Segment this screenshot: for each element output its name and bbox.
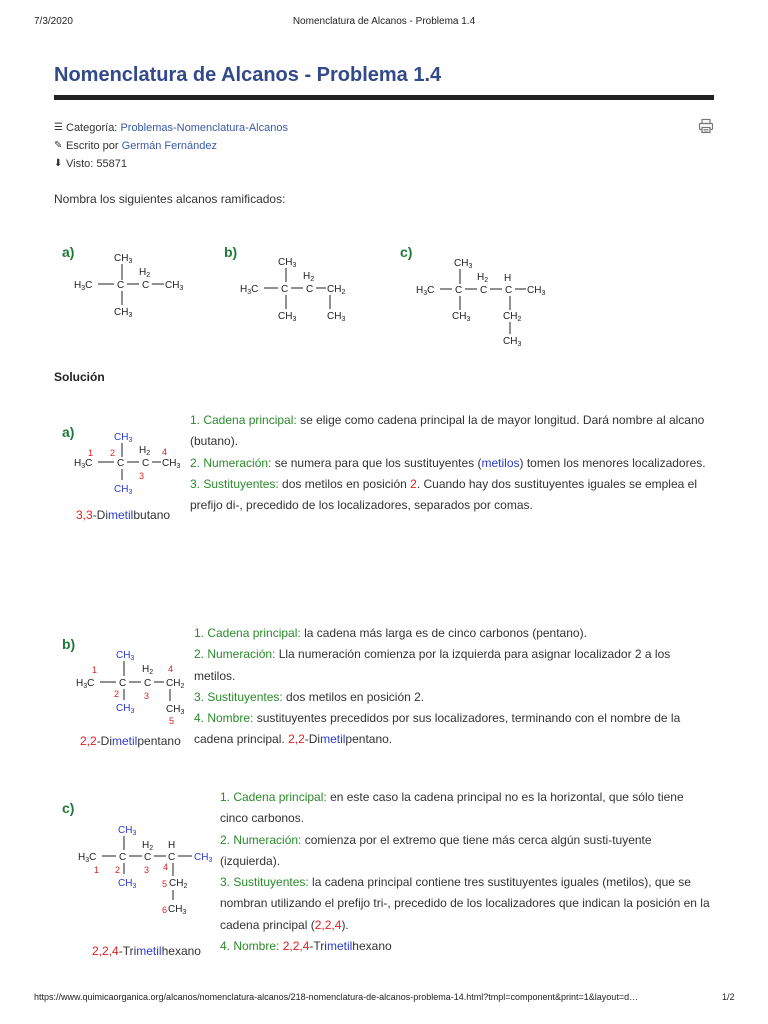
svg-text:CH3: $CH_3$	[503, 336, 522, 348]
list-item: 3. Sustituyentes: dos metilos en posición 2. Cuando hay dos sustituyentes iguales se emplea el prefijo di-, precedido de los localizadores, separados por comas.	[190, 476, 697, 513]
solution-heading: Solución	[54, 370, 105, 384]
svg-text:6: 6	[162, 905, 168, 915]
solution-a-name	[76, 508, 170, 522]
solution-c-structure	[76, 820, 218, 920]
svg-text:H3C: $H_3C$	[240, 284, 259, 296]
svg-text:CH3: $CH_3$	[454, 258, 473, 270]
svg-text:5: 5	[169, 716, 175, 726]
name-substituent: metil	[112, 734, 138, 748]
svg-text:1: 1	[94, 865, 100, 875]
problem-b-structure	[238, 254, 378, 326]
author-row	[54, 137, 288, 155]
solution-a-explanation	[190, 410, 714, 516]
problem-c-structure	[414, 254, 564, 349]
views-row	[54, 155, 288, 173]
name-substituent: metil	[108, 508, 134, 522]
svg-text:H3C: $H_3C$	[74, 458, 93, 470]
svg-text:3: 3	[144, 865, 150, 875]
svg-text:CH3: $CH_3$	[278, 257, 297, 269]
svg-text:3: 3	[144, 691, 150, 701]
category-row	[54, 119, 288, 137]
svg-text:H2: $H_2$	[142, 664, 154, 676]
svg-text:H: H	[168, 840, 176, 851]
svg-text:CH2: $CH_2$	[166, 678, 185, 690]
list-item: 1. Cadena principal: en este caso la cadena principal no es la horizontal, que sólo tiene cinco carbonos.	[220, 790, 684, 826]
list-item: 2. Numeración: comienza por el extremo que tiene más cerca algún susti-tuyente (izquierda).	[220, 832, 652, 868]
svg-text:CH3: $CH_3$	[118, 825, 137, 837]
list-item: 1. Cadena principal: se elige como cadena principal la de mayor longitud. Dará nombre al alcano (butano).	[190, 413, 705, 449]
svg-text:4: 4	[162, 447, 168, 457]
list-item: 2. Numeración: Lla numeración comienza por la izquierda para asignar localizador 2 a los metilos.	[194, 647, 671, 683]
printer-icon[interactable]	[698, 118, 714, 134]
svg-text:H2: $H_2$	[139, 445, 151, 457]
list-item: 2. Numeración: se numera para que los sustituyentes (metilos) tomen los menores localizadores.	[190, 455, 706, 470]
svg-text:H2: $H_2$	[303, 271, 315, 283]
name-base: pentano	[137, 734, 181, 748]
name-substituent: metil	[136, 944, 162, 958]
solution-c-name	[92, 944, 201, 958]
category-label: Categoría:	[66, 122, 118, 134]
svg-text:C: C	[142, 458, 150, 469]
svg-text:C: C	[144, 678, 152, 689]
svg-text:C: C	[144, 852, 152, 863]
name-prefix: -Di	[92, 508, 109, 522]
category-link[interactable]: Problemas-Nomenclatura-Alcanos	[120, 122, 288, 134]
problem-a-structure	[72, 250, 222, 320]
svg-text:C: C	[480, 285, 488, 296]
svg-text:CH2: $CH_2$	[327, 284, 346, 296]
svg-text:H2: $H_2$	[477, 272, 489, 284]
page-number: 1/2	[722, 992, 735, 1002]
name-prefix: -Tri	[118, 944, 137, 958]
name-locators: 2,2,4	[92, 944, 119, 958]
svg-text:C: C	[142, 280, 150, 291]
problem-a-label: a)	[62, 244, 75, 260]
solution-a-label: a)	[62, 424, 75, 440]
author-label: Escrito por	[66, 140, 119, 152]
svg-text:CH2: $CH_2$	[503, 311, 522, 323]
name-locators: 2,2	[80, 734, 97, 748]
svg-text:H3C: $H_3C$	[76, 678, 95, 690]
title-divider	[54, 95, 714, 100]
name-base: hexano	[161, 944, 201, 958]
svg-text:4: 4	[168, 664, 174, 674]
svg-text:C: C	[281, 284, 289, 295]
print-date: 7/3/2020	[34, 16, 73, 27]
svg-text:CH3: $CH_3$	[118, 878, 137, 890]
article-meta	[54, 119, 288, 173]
solution-b-structure	[74, 646, 194, 728]
list-item: 4. Nombre: sustituyentes precedidos por sus localizadores, terminando con el nombre de la cadena principal. 2,2-Dimetilpentano.	[194, 711, 681, 747]
solution-b-explanation	[194, 623, 714, 751]
svg-text:CH3: $CH_3$	[162, 458, 181, 470]
svg-text:C: C	[168, 852, 176, 863]
svg-text:CH3: $CH_3$	[165, 280, 184, 292]
svg-text:2: 2	[114, 689, 120, 699]
svg-text:CH3: $CH_3$	[527, 285, 546, 297]
svg-text:C: C	[117, 280, 125, 291]
solution-c-label: c)	[62, 800, 75, 816]
svg-text:CH2: $CH_2$	[169, 878, 188, 890]
svg-text:5: 5	[162, 879, 168, 889]
svg-text:CH3: $CH_3$	[168, 904, 187, 916]
svg-text:H2: $H_2$	[139, 267, 151, 279]
svg-text:H3C: $H_3C$	[78, 852, 97, 864]
svg-text:CH3: $CH_3$	[278, 311, 297, 323]
svg-text:C: C	[306, 284, 314, 295]
footer-url: https://www.quimicaorganica.org/alcanos/nomenclatura-alcanos/218-nomenclatura-de-alcanos-problema-14.html?tmpl=component&print=1&layout=d…	[34, 992, 639, 1002]
intro-text: Nombra los siguientes alcanos ramificados:	[54, 192, 286, 206]
svg-text:CH3: $CH_3$	[452, 311, 471, 323]
svg-text:2: 2	[115, 865, 121, 875]
svg-text:H3C: $H_3C$	[74, 280, 93, 292]
svg-text:H2: $H_2$	[142, 840, 154, 852]
svg-text:C: C	[119, 852, 127, 863]
svg-text:4: 4	[163, 862, 169, 872]
list-item: 4. Nombre: 2,2,4-Trimetilhexano	[220, 939, 392, 954]
svg-text:1: 1	[92, 665, 98, 675]
svg-text:C: C	[455, 285, 463, 296]
svg-text:CH3: $CH_3$	[114, 484, 133, 496]
list-item: 3. Sustituyentes: dos metilos en posición 2.	[194, 689, 425, 704]
list-item: 1. Cadena principal: la cadena más larga es de cinco carbonos (pentano).	[194, 626, 587, 640]
name-prefix: -Di	[96, 734, 113, 748]
svg-text:CH3: $CH_3$	[327, 311, 346, 323]
solution-a-structure	[72, 428, 190, 500]
svg-text:2: 2	[110, 448, 116, 458]
pencil-icon: ✎	[54, 140, 63, 151]
solution-b-name	[80, 734, 181, 748]
page-title: Nomenclatura de Alcanos - Problema 1.4	[54, 64, 442, 86]
svg-text:CH3: $CH_3$	[116, 703, 135, 715]
list-icon: ☰	[54, 122, 63, 133]
svg-text:CH3: $CH_3$	[194, 852, 213, 864]
name-base: butano	[133, 508, 171, 522]
views-label: Visto:	[66, 158, 94, 170]
problem-b-label: b)	[224, 244, 238, 260]
svg-text:3: 3	[139, 471, 145, 481]
print-title: Nomenclatura de Alcanos - Problema 1.4	[292, 16, 476, 27]
svg-text:CH3: $CH_3$	[116, 650, 135, 662]
problem-c-label: c)	[400, 244, 413, 260]
download-icon: ⬇	[54, 158, 63, 169]
views-value: 55871	[96, 158, 127, 170]
svg-text:H: H	[504, 273, 512, 284]
svg-text:CH3: $CH_3$	[114, 253, 133, 265]
svg-text:CH3: $CH_3$	[114, 307, 133, 319]
svg-text:C: C	[505, 285, 513, 296]
solution-c-explanation	[220, 787, 714, 957]
solution-b-label: b)	[62, 636, 76, 652]
svg-text:1: 1	[88, 448, 94, 458]
svg-text:CH3: $CH_3$	[114, 432, 133, 444]
list-item: 3. Sustituyentes: la cadena principal contiene tres sustituyentes iguales (metilos), que se nombran utilizando el prefijo tri-, precedido de los localizadores que indican la posición en la cadena principal (2,2,4).	[220, 875, 710, 932]
svg-text:H3C: $H_3C$	[416, 285, 435, 297]
svg-text:C: C	[117, 458, 125, 469]
name-locators: 3,3	[76, 508, 93, 522]
svg-text:CH3: $CH_3$	[166, 704, 185, 716]
author-link[interactable]: Germán Fernández	[121, 140, 218, 152]
svg-text:C: C	[119, 678, 127, 689]
